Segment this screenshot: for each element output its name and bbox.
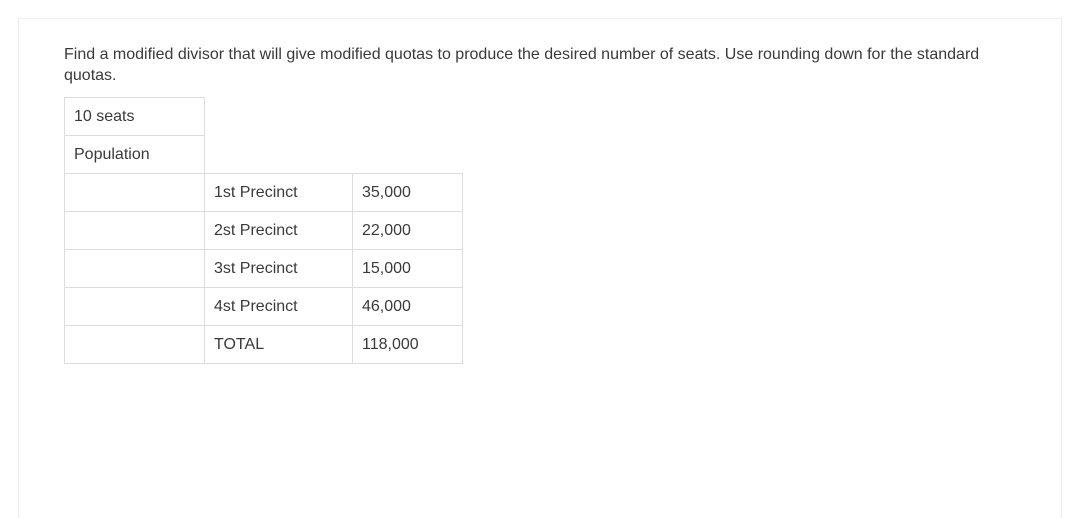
precinct-name-cell: 1st Precinct	[205, 174, 353, 212]
table-row	[65, 288, 463, 326]
precinct-name-cell: 4st Precinct	[205, 288, 353, 326]
total-label-cell: TOTAL	[205, 326, 353, 364]
population-value-cell: 35,000	[353, 174, 463, 212]
apportionment-table	[64, 97, 463, 364]
table-row	[65, 250, 463, 288]
table-row	[65, 212, 463, 250]
empty-cell	[65, 250, 205, 288]
precinct-name-cell: 3st Precinct	[205, 250, 353, 288]
empty-cell	[65, 212, 205, 250]
total-value-cell: 118,000	[353, 326, 463, 364]
population-value-cell: 46,000	[353, 288, 463, 326]
table-row	[65, 136, 463, 174]
question-text: Find a modified divisor that will give modified quotas to produce the desired number of seats. Use rounding down for the standard quotas.	[64, 46, 980, 84]
population-label-cell: Population	[65, 136, 205, 174]
empty-cell	[65, 326, 205, 364]
empty-cell	[65, 174, 205, 212]
table-row	[65, 174, 463, 212]
seats-label-cell: 10 seats	[65, 98, 205, 136]
population-value-cell: 15,000	[353, 250, 463, 288]
precinct-name-cell: 2st Precinct	[205, 212, 353, 250]
population-value-cell: 22,000	[353, 212, 463, 250]
table-row	[65, 98, 463, 136]
table-row	[65, 326, 463, 364]
empty-cell	[65, 288, 205, 326]
